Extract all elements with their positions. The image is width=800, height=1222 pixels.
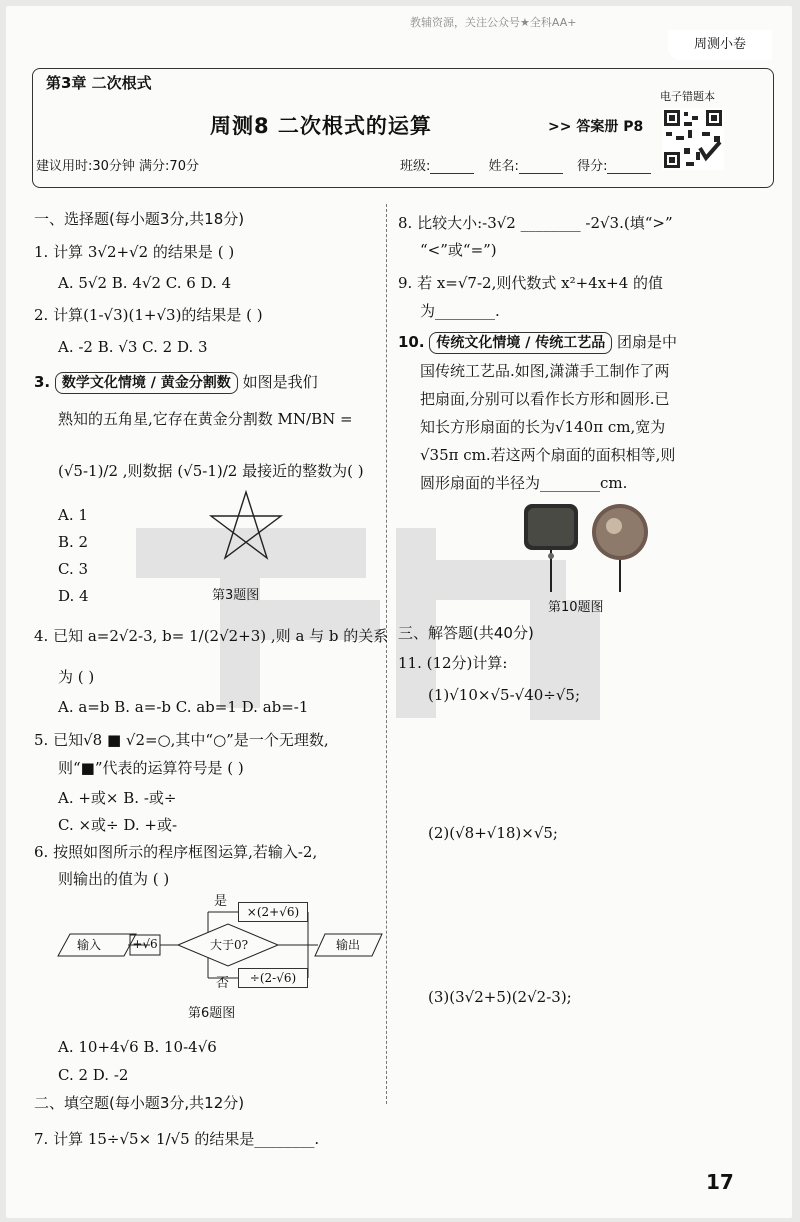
score-label: 得分:: [577, 159, 608, 174]
question-9: 9. 若 x=√7-2,则代数式 x²+4x+4 的值: [398, 274, 664, 292]
question-3-line2: 熟知的五角星,它存在黄金分割数 MN/BN =: [58, 410, 353, 428]
question-number: 10.: [398, 333, 425, 351]
qr-label: 电子错题本: [660, 90, 715, 103]
question-6-line2: 则输出的值为 ( ): [58, 870, 170, 888]
question-3-option-c: C. 3: [58, 560, 89, 578]
question-11: 11. (12分)计算:: [398, 654, 508, 672]
fan-images: [518, 500, 652, 596]
figure-10-caption: 第10题图: [548, 600, 604, 615]
class-label: 班级:: [400, 159, 431, 174]
question-1-options: A. 5√2 B. 4√2 C. 6 D. 4: [58, 274, 232, 292]
answer-reference: >> 答案册 P8: [548, 119, 644, 135]
question-8-line2: “<”或“=”): [420, 241, 497, 259]
question-text: 如图是我们: [242, 373, 318, 391]
question-1: 1. 计算 3√2+√2 的结果是 ( ): [34, 243, 235, 261]
section-fill: 二、填空题(每小题3分,共12分): [34, 1094, 245, 1112]
question-2: 2. 计算(1-√3)(1+√3)的结果是 ( ): [34, 306, 263, 324]
flow-multiply-step: ×(2+√6): [238, 902, 308, 922]
class-field[interactable]: [430, 159, 474, 174]
pentagram-figure: [196, 488, 296, 574]
score-field[interactable]: [607, 159, 651, 174]
question-11-part-2: (2)(√8+√18)×√5;: [428, 824, 558, 842]
top-watermark: 教辅资源，关注公众号★全科AA+: [410, 16, 577, 29]
question-10-line6: 圆形扇面的半径为________cm.: [420, 474, 628, 492]
question-text: 团扇是中: [617, 333, 678, 351]
question-5: 5. 已知√8 ■ √2=○,其中“○”是一个无理数,: [34, 731, 329, 749]
page-number: 17: [706, 1170, 734, 1194]
question-5-options-1: A. +或× B. -或÷: [58, 789, 177, 807]
question-6-options-2: C. 2 D. -2: [58, 1066, 129, 1084]
question-2-options: A. -2 B. √3 C. 2 D. 3: [58, 338, 208, 356]
flow-no: 否: [216, 976, 230, 991]
question-7: 7. 计算 15÷√5× 1/√5 的结果是________.: [34, 1130, 320, 1148]
section-tab: 周测小卷: [668, 30, 772, 60]
question-10-line4: 知长方形扇面的长为√140π cm,宽为: [420, 418, 666, 436]
page-title: 周测8 二次根式的运算: [210, 114, 432, 138]
question-5-line2: 则“■”代表的运算符号是 ( ): [58, 759, 244, 777]
context-tag: 传统文化情境 / 传统工艺品: [429, 332, 612, 354]
flow-condition: 大于0?: [209, 938, 249, 952]
section-choice: 一、选择题(每小题3分,共18分): [34, 210, 245, 228]
question-3: [34, 372, 318, 394]
question-10-line5: √35π cm.若这两个扇面的面积相等,则: [420, 446, 676, 464]
question-10-line2: 国传统工艺品.如图,潇潇手工制作了两: [420, 362, 670, 380]
question-3-option-d: D. 4: [58, 587, 89, 605]
question-3-line3: (√5-1)/2 ,则数据 (√5-1)/2 最接近的整数为( ): [58, 462, 364, 480]
question-3-option-a: A. 1: [58, 506, 88, 524]
question-4-options: A. a=b B. a=-b C. ab=1 D. ab=-1: [58, 698, 309, 716]
question-10-line3: 把扇面,分别可以看作长方形和圆形.已: [420, 390, 670, 408]
figure-6-caption: 第6题图: [188, 1006, 236, 1021]
section-solve: 三、解答题(共40分): [398, 624, 534, 642]
flow-yes: 是: [214, 894, 228, 909]
name-label: 姓名:: [488, 159, 519, 174]
context-tag: 数学文化情境 / 黄金分割数: [55, 372, 238, 394]
figure-3-caption: 第3题图: [212, 588, 260, 603]
question-3-option-b: B. 2: [58, 533, 89, 551]
question-4-line2: 为 ( ): [58, 668, 95, 686]
qr-code-icon: [662, 108, 724, 170]
flow-input: 输入: [76, 938, 101, 952]
name-field[interactable]: [519, 159, 563, 174]
question-number: 3.: [34, 373, 51, 391]
chapter-label: 第3章 二次根式: [40, 72, 158, 93]
question-4: 4. 已知 a=2√2-3, b= 1/(2√2+3) ,则 a 与 b 的关系: [34, 627, 389, 645]
student-fields: [400, 155, 661, 174]
flow-divide-step: ÷(2-√6): [238, 968, 308, 988]
flow-output: 输出: [335, 938, 360, 952]
question-9-line2: 为________.: [420, 302, 500, 320]
question-6: 6. 按照如图所示的程序框图运算,若输入-2,: [34, 843, 318, 861]
question-5-options-2: C. ×或÷ D. +或-: [58, 816, 178, 834]
question-11-part-1: (1)√10×√5-√40÷√5;: [428, 686, 580, 704]
meta-line: 建议用时:30分钟 满分:70分: [36, 159, 199, 174]
question-11-part-3: (3)(3√2+5)(2√2-3);: [428, 988, 572, 1006]
question-6-options-1: A. 10+4√6 B. 10-4√6: [58, 1038, 217, 1056]
question-10: [398, 332, 677, 354]
question-8: 8. 比较大小:-3√2 ________ -2√3.(填“>”: [398, 214, 673, 232]
flow-add-step: +√6: [132, 937, 158, 951]
